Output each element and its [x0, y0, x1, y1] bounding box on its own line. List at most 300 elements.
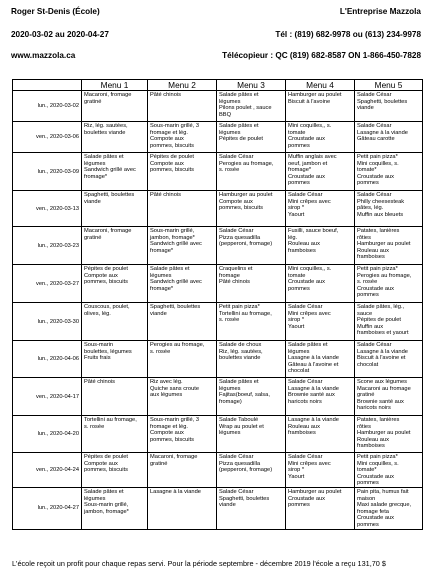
menu-item-line: sauce — [357, 310, 373, 317]
menu-item-line: pâtes, lég. — [357, 205, 384, 212]
menu-cell — [217, 341, 286, 378]
menu-item-line: Salade César — [357, 123, 392, 129]
menu-item-line: Fusilli, sauce boeuf, — [288, 228, 339, 234]
menu-item-line: Biscuit à l'avoine et — [357, 355, 406, 362]
menu-cell — [286, 378, 355, 416]
menu-item-line: légumes — [288, 348, 310, 355]
menu-cell — [148, 416, 217, 453]
menu-item-line: Macaroni au fromage — [357, 385, 411, 392]
menu-item-line: pommes, biscuits — [84, 279, 128, 286]
date-cell: lun., 2020-03-30 — [13, 303, 82, 341]
table-row — [13, 122, 423, 153]
menu-item-line: gratiné — [84, 234, 102, 241]
menu-item-line: Pizza quesadilla — [219, 460, 261, 467]
menu-item-line: boulettes viande — [84, 129, 126, 136]
menu-item-line: Pizza quesadilla — [219, 234, 261, 241]
menu-cell — [82, 416, 148, 453]
menu-item-line: Pâté chinois — [219, 279, 250, 286]
menu-item-line: Quiche sans croute — [150, 385, 200, 392]
menu-item-line: Lasagne à la viande — [357, 129, 408, 136]
menu-item-line: Yaourt — [288, 211, 305, 218]
menu-item-line: Philly cheesesteak — [357, 198, 405, 205]
menu-item-line: Salade pâtes et — [84, 488, 124, 495]
menu-cell — [148, 487, 217, 529]
menu-item-line: Sous-marin grillé, — [150, 228, 195, 234]
menu-cell — [217, 453, 286, 488]
menu-item-line: Perogies au fromage, — [219, 160, 274, 167]
menu-item-line: Mini coquilles, s. — [357, 460, 399, 467]
menu-item-line: Salade pâtes et — [219, 123, 259, 129]
menu-item-line: sirop * — [288, 317, 305, 324]
menu-item-line: Petit pain pizza* — [219, 304, 260, 310]
menu-item-line: framboises — [357, 443, 385, 450]
menu-cell — [286, 153, 355, 191]
menu-item-line: viande — [357, 105, 374, 112]
menu-item-line: Salade César — [288, 304, 323, 310]
menu-item-line: Mini coquilles,, s. — [288, 123, 332, 129]
menu-item-line: boulettes viande — [219, 355, 261, 362]
menu-cell — [148, 122, 217, 153]
menu-cell — [82, 303, 148, 341]
column-header: Menu 1 — [82, 80, 148, 91]
column-header: Menu 5 — [355, 80, 423, 91]
date-cell: ven., 2020-03-13 — [13, 191, 82, 227]
menu-cell — [217, 265, 286, 303]
menu-item-line: framboises — [357, 254, 385, 261]
menu-item-line: Spaghetti, boulettes — [150, 304, 201, 310]
menu-item-line: boulettes, légumes — [84, 348, 132, 355]
menu-item-line: Pépites de poulet — [150, 154, 194, 160]
menu-item-line: Fruits frais — [84, 355, 111, 362]
menu-item-line: Salade César — [357, 342, 392, 348]
menu-item-line: Fajitas(boeuf, salsa, — [219, 392, 270, 399]
menu-item-line: Mini crêpes avec — [288, 310, 331, 317]
date-cell: ven., 2020-04-24 — [13, 453, 82, 488]
menu-cell — [148, 341, 217, 378]
period: 2020-03-02 au 2020-04-27 — [11, 30, 109, 39]
menu-item-line: Sous-marin grillé, — [84, 502, 129, 509]
menu-item-line: (pepperoni, fromage) — [219, 467, 273, 474]
date-cell: ven., 2020-04-17 — [13, 378, 82, 416]
menu-item-line: viande — [84, 198, 101, 205]
menu-item-line: Riz avec lég. — [150, 379, 183, 385]
menu-item-line: Croustade aux — [357, 515, 394, 522]
menu-cell — [355, 191, 423, 227]
menu-item-line: Biscuit à l'avoine — [288, 98, 331, 105]
menu-item-line: Salade pâtes et — [288, 342, 328, 348]
menu-item-line: Sandwich grillé avec — [84, 167, 136, 174]
date-cell: lun., 2020-04-06 — [13, 341, 82, 378]
menu-item-line: fromage et lég. — [150, 129, 188, 136]
menu-cell — [355, 416, 423, 453]
menu-item-line: Compote aux — [150, 136, 184, 143]
menu-item-line: pommes — [357, 480, 379, 487]
menu-item-line: Tortellini au fromage, — [219, 310, 272, 317]
menu-item-line: Hamburger au poulet — [357, 430, 411, 437]
menu-item-line: Tortellini au fromage, — [84, 417, 137, 423]
column-header: Menu 4 — [286, 80, 355, 91]
date-cell: lun., 2020-03-09 — [13, 153, 82, 191]
menu-table — [12, 79, 423, 530]
header-row-2 — [11, 30, 421, 41]
menu-cell — [286, 341, 355, 378]
menu-cell — [355, 227, 423, 265]
menu-item-line: Sous-marin — [84, 342, 114, 348]
menu-item-line: Pâté chinois — [84, 379, 115, 385]
menu-item-line: Brownie santé aux — [357, 398, 404, 405]
menu-item-line: Mini coquilles, s. — [357, 160, 399, 167]
menu-item-line: Hamburger au poulet — [357, 241, 411, 248]
menu-item-line: viande — [219, 502, 236, 509]
menu-item-line: fromage* — [288, 167, 312, 174]
menu-cell — [148, 191, 217, 227]
menu-item-line: framboises — [288, 430, 316, 437]
table-row — [13, 453, 423, 488]
menu-cell — [286, 303, 355, 341]
table-row — [13, 303, 423, 341]
menu-item-line: Salade pâtes et — [219, 92, 259, 98]
menu-cell — [82, 153, 148, 191]
menu-item-line: légumes — [219, 129, 241, 136]
menu-item-line: Salade César — [219, 488, 254, 495]
menu-item-line: gratiné — [84, 98, 102, 105]
menu-item-line: aux légumes — [150, 392, 183, 399]
menu-item-line: Compote aux — [84, 272, 118, 279]
menu-item-line: Salade pâtes, lég., — [357, 304, 405, 310]
menu-item-line: Muffin aux bleuets — [357, 211, 404, 218]
menu-cell — [286, 191, 355, 227]
table-row — [13, 91, 423, 122]
date-cell: lun., 2020-04-27 — [13, 487, 82, 529]
menu-item-line: framboises et yaourt — [357, 330, 409, 337]
menu-cell — [82, 341, 148, 378]
menu-item-line: Lasagne à la viande — [288, 417, 339, 423]
footer-note: L'école reçoit un profit pour chaque repas servi. Pour la période septembre - décembre 2019 l'école a reçu 131,70 $ — [12, 559, 386, 568]
menu-cell — [148, 153, 217, 191]
menu-item-line: Lasagne à la viande — [150, 488, 201, 495]
header-row-1 — [11, 7, 421, 18]
menu-item-line: Wrap au poulet et — [219, 423, 264, 430]
menu-item-line: Hamburger au poulet — [288, 488, 342, 495]
menu-cell — [217, 416, 286, 453]
menu-item-line: Spaghetti, boulettes — [357, 98, 408, 105]
menu-cell — [286, 416, 355, 453]
menu-item-line: Hamburger au poulet — [219, 192, 273, 198]
menu-item-line: Riz, lég. sautées, — [219, 348, 263, 355]
menu-item-line: jambon, fromage* — [84, 508, 129, 515]
menu-item-line: légumes — [84, 160, 106, 167]
menu-cell — [286, 91, 355, 122]
menu-item-line: rôties — [357, 234, 371, 241]
table-row — [13, 153, 423, 191]
menu-item-line: pommes, biscuits — [84, 467, 128, 474]
menu-item-line: Croustade aux — [288, 279, 325, 286]
menu-item-line: Pépites de poulet — [84, 454, 128, 460]
menu-item-line: s. rosée — [150, 348, 171, 355]
menu-item-line: pommes — [357, 521, 379, 528]
company-name: L'Entreprise Mazzola — [339, 7, 421, 16]
menu-item-line: chocolat — [288, 368, 310, 375]
menu-item-line: jambon, fromage* — [150, 234, 195, 241]
date-cell: ven., 2020-03-06 — [13, 122, 82, 153]
menu-item-line: tomate* — [357, 167, 377, 174]
menu-item-line: Muffin aux — [357, 323, 384, 330]
menu-item-line: Patates, lanières — [357, 417, 400, 423]
menu-item-line: pommes — [288, 142, 310, 149]
menu-item-line: pommes — [357, 292, 379, 299]
menu-item-line: Compote aux — [150, 160, 184, 167]
menu-cell — [82, 378, 148, 416]
menu-cell — [148, 378, 217, 416]
date-cell: ven., 2020-03-27 — [13, 265, 82, 303]
menu-item-line: gratiné — [357, 392, 375, 399]
menu-cell — [286, 265, 355, 303]
menu-item-line: Sous-marin grillé, 3 — [150, 417, 199, 423]
menu-item-line: Rouleau aux — [357, 436, 389, 443]
menu-item-line: Croustade aux — [288, 173, 325, 180]
menu-cell — [355, 378, 423, 416]
school-name: Roger St-Denis (École) — [11, 7, 100, 16]
menu-item-line: Muffin anglais avec — [288, 154, 337, 160]
menu-item-line: Patates, lanières — [357, 228, 400, 234]
website-link[interactable]: www.mazzola.ca — [11, 51, 76, 60]
menu-cell — [148, 227, 217, 265]
date-cell: lun., 2020-04-20 — [13, 416, 82, 453]
menu-item-line: s. rosée — [219, 317, 240, 324]
menu-cell — [82, 487, 148, 529]
menu-cell — [148, 91, 217, 122]
menu-item-line: pommes, biscuits — [150, 167, 194, 174]
menu-item-line: Sous-marin grillé, 3 — [150, 123, 199, 129]
menu-item-line: Salade Taboulé — [219, 417, 259, 423]
menu-item-line: tomate — [288, 129, 306, 136]
menu-item-line: pommes — [288, 180, 310, 187]
menu-item-line: Lasagne à la viande — [357, 348, 408, 355]
menu-item-line: Mini crêpes avec — [288, 460, 331, 467]
menu-cell — [148, 453, 217, 488]
column-header: Menu 3 — [217, 80, 286, 91]
menu-cell — [217, 227, 286, 265]
menu-item-line: s. rosée — [84, 423, 105, 430]
menu-item-line: Compote aux — [219, 198, 253, 205]
date-cell: lun., 2020-03-23 — [13, 227, 82, 265]
menu-cell — [355, 303, 423, 341]
fax: Télécopieur : QC (819) 682-8587 ON 1-866-450-7828 — [222, 51, 421, 60]
menu-item-line: (pepperoni, fromage) — [219, 241, 273, 248]
menu-item-line: Yaourt — [288, 473, 305, 480]
menu-item-line: s. rosée — [357, 279, 378, 286]
menu-cell — [82, 265, 148, 303]
menu-item-line: maison — [357, 495, 376, 502]
menu-item-line: chocolat — [357, 361, 379, 368]
menu-item-line: tomate — [288, 272, 306, 279]
menu-cell — [217, 378, 286, 416]
menu-item-line: légumes — [219, 98, 241, 105]
menu-item-line: Salade de choux — [219, 342, 262, 348]
menu-item-line: Pain pita, humus fait — [357, 488, 409, 495]
menu-item-line: légumes — [219, 385, 241, 392]
menu-cell — [355, 153, 423, 191]
menu-item-line: olives, lég. — [84, 310, 111, 317]
menu-cell — [355, 265, 423, 303]
menu-cell — [286, 122, 355, 153]
menu-item-line: BBQ — [219, 111, 232, 118]
menu-cell — [286, 487, 355, 529]
menu-cell — [217, 303, 286, 341]
menu-item-line: Lasagne à la viande — [288, 385, 339, 392]
menu-item-line: fromage et lég. — [150, 423, 188, 430]
menu-item-line: Riz, lég. sautées, — [84, 123, 128, 129]
menu-item-line: pommes — [357, 180, 379, 187]
menu-cell — [355, 453, 423, 488]
table-row — [13, 265, 423, 303]
menu-item-line: Pépites de poulet — [357, 317, 401, 324]
menu-item-line: Scone aux légumes — [357, 379, 407, 385]
table-row — [13, 416, 423, 453]
menu-item-line: pommes, biscuits — [150, 436, 194, 443]
menu-item-line: Salade César — [357, 92, 392, 98]
menu-item-line: tomate* — [357, 467, 377, 474]
menu-item-line: Salade César — [288, 454, 323, 460]
menu-cell — [82, 191, 148, 227]
menu-cell — [217, 122, 286, 153]
menu-item-line: fromage) — [219, 398, 242, 405]
menu-item-line: Mini crêpes avec — [288, 198, 331, 205]
menu-item-line: Croustade aux — [288, 495, 325, 502]
menu-item-line: Sandwich grillé avec — [150, 279, 202, 286]
menu-item-line: Macaroni, fromage — [84, 228, 132, 234]
menu-item-line: Salade pâtes et — [150, 266, 190, 272]
menu-item-line: Petit pain pizza* — [357, 454, 398, 460]
menu-item-line: Couscous, poulet, — [84, 304, 130, 310]
table-row — [13, 341, 423, 378]
menu-item-line: Croustade aux — [357, 285, 394, 292]
menu-item-line: Lasagne à la viande — [288, 355, 339, 362]
menu-item-line: Salade César — [288, 192, 323, 198]
menu-item-line: légumes — [150, 272, 172, 279]
table-row — [13, 378, 423, 416]
menu-cell — [82, 453, 148, 488]
menu-item-line: légumes — [84, 495, 106, 502]
menu-item-line: Gâteau à l'avoine et — [288, 361, 339, 368]
date-cell: lun., 2020-03-02 — [13, 91, 82, 122]
table-row — [13, 191, 423, 227]
menu-item-line: fromage* — [150, 285, 174, 292]
menu-item-line: Pilons poulet , sauce — [219, 105, 272, 112]
menu-cell — [355, 91, 423, 122]
menu-item-line: Mini coquilles,, s. — [288, 266, 332, 272]
menu-item-line: Croustade aux — [288, 136, 325, 143]
menu-item-line: sirop * — [288, 205, 305, 212]
menu-item-line: Rouleau aux — [288, 423, 320, 430]
menu-item-line: oeuf, jambon et — [288, 160, 328, 167]
menu-item-line: Croustade aux — [357, 473, 394, 480]
table-body — [13, 91, 423, 530]
menu-item-line: Compote aux — [150, 430, 184, 437]
menu-item-line: Gâteau carotte — [357, 136, 395, 143]
menu-cell — [82, 227, 148, 265]
menu-item-line: Salade pâtes et — [219, 379, 259, 385]
menu-item-line: fromage* — [84, 173, 108, 180]
menu-cell — [355, 122, 423, 153]
menu-cell — [148, 265, 217, 303]
table-row — [13, 227, 423, 265]
menu-item-line: Pépites de poulet — [84, 266, 128, 272]
menu-item-line: fromage — [219, 272, 240, 279]
column-header: Menu 2 — [148, 80, 217, 91]
menu-item-line: Salade pâtes et — [84, 154, 124, 160]
menu-item-line: Yaourt — [288, 323, 305, 330]
menu-item-line: Salade César — [357, 192, 392, 198]
menu-item-line: Salade César — [219, 228, 254, 234]
menu-item-line: Petit pain pizza* — [357, 154, 398, 160]
menu-cell — [355, 341, 423, 378]
menu-cell — [286, 453, 355, 488]
header-row-3 — [11, 51, 421, 62]
menu-cell — [217, 153, 286, 191]
menu-item-line: Hamburger au poulet — [288, 92, 342, 98]
menu-item-line: gratiné — [150, 460, 168, 467]
menu-item-line: Perogies au fromage, — [150, 342, 205, 348]
phone: Tél : (819) 682-9978 ou (613) 234-9978 — [275, 30, 421, 39]
menu-item-line: Brownie santé aux — [288, 392, 335, 399]
menu-item-line: fromage feta — [357, 508, 389, 515]
table-row — [13, 487, 423, 529]
menu-cell — [217, 487, 286, 529]
menu-item-line: Rouleau aux — [288, 241, 320, 248]
menu-item-line: légumes — [219, 430, 241, 437]
menu-cell — [82, 122, 148, 153]
menu-item-line: Salade César — [219, 154, 254, 160]
menu-item-line: viande — [150, 310, 167, 317]
menu-item-line: Sandwich grillé avec — [150, 241, 202, 248]
menu-item-line: pommes, biscuits — [150, 142, 194, 149]
menu-item-line: fromage* — [150, 247, 174, 254]
menu-item-line: haricots noirs — [288, 398, 322, 405]
menu-item-line: sirop * — [288, 467, 305, 474]
menu-item-line: Croustade aux — [357, 173, 394, 180]
column-header — [13, 80, 82, 91]
menu-item-line: Compote aux — [84, 460, 118, 467]
menu-item-line: Spaghetti, boulettes — [84, 192, 135, 198]
menu-item-line: haricots noirs — [357, 405, 391, 412]
menu-item-line: Craquelins et — [219, 266, 253, 272]
menu-item-line: Pépites de poulet — [219, 136, 263, 143]
menu-item-line: Petit pain pizza* — [357, 266, 398, 272]
menu-item-line: rôties — [357, 423, 371, 430]
menu-cell — [217, 191, 286, 227]
menu-item-line: Pâté chinois — [150, 192, 181, 198]
menu-item-line: Spaghetti, boulettes — [219, 495, 270, 502]
menu-item-line: pommes, biscuits — [219, 205, 263, 212]
menu-item-line: framboises — [288, 247, 316, 254]
menu-item-line: pommes — [288, 285, 310, 292]
table-header-row — [13, 80, 423, 91]
menu-cell — [82, 91, 148, 122]
menu-item-line: pommes — [288, 502, 310, 509]
menu-item-line: Maxi salade grecque, — [357, 502, 412, 509]
menu-item-line: Salade César — [288, 379, 323, 385]
menu-item-line: s. rosée — [219, 167, 240, 174]
menu-cell — [148, 303, 217, 341]
menu-item-line: Perogies au fromage, — [357, 272, 412, 279]
menu-cell — [286, 227, 355, 265]
menu-item-line: Macaroni, fromage — [84, 92, 132, 98]
menu-item-line: lég. — [288, 234, 298, 241]
menu-item-line: Macaroni, fromage — [150, 454, 198, 460]
menu-item-line: Salade César — [219, 454, 254, 460]
menu-item-line: Rouleau aux — [357, 247, 389, 254]
